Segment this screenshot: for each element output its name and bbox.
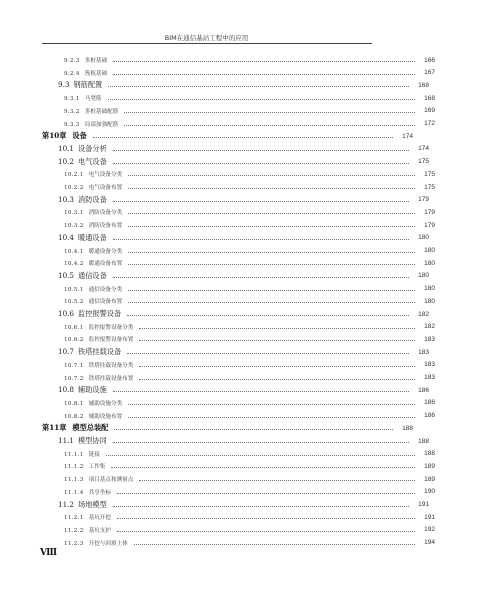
dot-leader	[117, 530, 415, 532]
toc-section-row[interactable]	[0, 309, 471, 319]
toc-entry-title: 监控报警设备	[78, 309, 122, 318]
toc-page-number: 191	[418, 501, 429, 508]
dot-leader	[124, 111, 415, 113]
toc-entry-number: 11.2	[58, 499, 75, 509]
dot-leader	[127, 314, 409, 316]
dot-leader	[113, 238, 409, 240]
toc-subsection-row[interactable]	[0, 474, 477, 484]
toc-entry-label	[58, 309, 121, 319]
toc-entry-label	[64, 183, 122, 191]
toc-entry-label	[64, 450, 100, 458]
toc-entry-label	[64, 208, 122, 216]
dot-leader	[111, 466, 415, 468]
toc-entry-title: 监控报警设备分类	[88, 324, 134, 331]
dot-leader	[128, 416, 415, 418]
toc-page-number: 174	[402, 132, 413, 140]
toc-subsection-row[interactable]	[0, 182, 477, 192]
toc-entry-label	[64, 361, 133, 369]
toc-entry-title: 消防设备分类	[88, 210, 123, 217]
toc-entry-number: 11.1.2	[64, 464, 84, 471]
toc-entry-number: 11.2.2	[64, 527, 84, 534]
toc-entry-number: 10.7.2	[64, 375, 84, 382]
toc-entry-number: 11.1.4	[64, 489, 84, 496]
toc-subsection-row[interactable]	[0, 55, 477, 65]
toc-subsection-row[interactable]	[0, 93, 477, 103]
toc-entry-label	[58, 157, 107, 167]
toc-entry-label	[58, 195, 107, 205]
toc-entry-label	[64, 513, 111, 521]
toc-entry-label	[64, 374, 133, 382]
toc-entry-title: 局部加强配筋	[84, 121, 119, 128]
toc-entry-number: 9.3.1	[64, 96, 80, 103]
toc-page-number: 183	[424, 374, 435, 381]
dot-leader	[139, 327, 415, 329]
toc-subsection-row[interactable]	[0, 296, 477, 306]
toc-entry-number: 11.2.3	[64, 540, 84, 547]
toc-entry-label	[64, 221, 122, 229]
toc-entry-number: 10.7	[58, 347, 75, 357]
toc-chapter-row[interactable]	[0, 423, 455, 433]
toc-page-number: 180	[424, 285, 435, 293]
dot-leader	[93, 136, 393, 138]
toc-section-row[interactable]	[0, 144, 471, 154]
toc-entry-label	[64, 259, 122, 267]
toc-entry-label	[64, 475, 133, 483]
toc-entry-title: 基坑支护	[88, 527, 111, 534]
toc-entry-number: 9.3.2	[64, 108, 80, 115]
toc-entry-number: 10.3	[58, 194, 75, 204]
dot-leader	[117, 492, 415, 494]
toc-entry-label	[58, 80, 102, 90]
toc-entry-label	[64, 120, 118, 128]
toc-entry-label	[42, 131, 87, 141]
toc-chapter-row[interactable]	[0, 131, 455, 141]
dot-leader	[113, 505, 409, 507]
toc-subsection-row[interactable]	[0, 538, 477, 548]
toc-entry-title: 铁塔挂载设备分类	[88, 362, 134, 369]
toc-subsection-row[interactable]	[0, 246, 477, 256]
toc-entry-title: 设备	[72, 131, 87, 141]
toc-entry-label	[42, 423, 108, 433]
toc-entry-title: 辅助设施分类	[88, 400, 123, 407]
toc-entry-title: 消防设备布置	[88, 223, 123, 230]
toc-page-number: 183	[424, 361, 435, 369]
toc-entry-number: 10.7.1	[64, 362, 84, 369]
toc-page-number: 180	[424, 259, 435, 267]
dot-leader	[113, 390, 409, 392]
dot-leader	[117, 517, 415, 519]
toc-entry-title: 钢筋配置	[73, 80, 103, 90]
toc-subsection-row[interactable]	[0, 487, 477, 497]
toc-entry-label	[64, 399, 122, 407]
toc-entry-title: 辅助设施	[78, 385, 107, 395]
toc-entry-number: 第10章	[42, 131, 67, 141]
toc-entry-label	[64, 335, 133, 343]
toc-entry-number: 9.2.4	[64, 70, 80, 77]
dot-leader	[128, 301, 415, 303]
toc-entry-number: 10.6.2	[64, 337, 84, 344]
toc-entry-number: 10.6.1	[64, 324, 84, 331]
toc-subsection-row[interactable]	[0, 411, 477, 421]
toc-entry-title: 项目基点和测量点	[88, 477, 134, 484]
dot-leader	[128, 212, 415, 214]
toc-page-number: 186	[424, 399, 435, 407]
toc-entry-number: 10.3.2	[64, 223, 84, 230]
toc-subsection-row[interactable]	[0, 119, 477, 129]
toc-entry-number: 10.8.1	[64, 400, 84, 407]
toc-entry-number: 10.4.1	[64, 248, 84, 255]
toc-entry-title: 电气设备分类	[88, 172, 123, 179]
toc-entry-number: 11.2.1	[64, 515, 84, 522]
dot-leader	[128, 289, 415, 291]
dot-leader	[134, 543, 415, 545]
header-rule	[42, 43, 372, 44]
toc-entry-number: 10.8.2	[64, 413, 84, 420]
toc-page-number: 174	[418, 145, 429, 153]
toc-page-number: 182	[418, 310, 429, 318]
toc-page-number: 194	[424, 539, 435, 547]
toc-subsection-row[interactable]	[0, 106, 477, 116]
toc-section-row[interactable]	[0, 271, 471, 281]
toc-entry-title: 共享坐标	[88, 489, 111, 496]
toc-entry-label	[64, 297, 122, 305]
toc-subsection-row[interactable]	[0, 220, 477, 230]
toc-page-number: 167	[424, 69, 435, 77]
toc-entry-title: 电气设备布置	[88, 185, 123, 191]
toc-page-number: 188	[418, 437, 429, 445]
toc-entry-label	[64, 462, 105, 470]
toc-entry-number: 10.1	[58, 143, 75, 153]
toc-page-number: 192	[424, 526, 435, 534]
toc-entry-title: 模型协同	[78, 436, 107, 445]
toc-page-number: 190	[424, 488, 435, 496]
dot-leader	[113, 441, 409, 443]
toc-entry-number: 11.1	[58, 436, 75, 445]
toc-page-number: 189	[424, 462, 435, 470]
dot-leader	[128, 174, 415, 176]
toc-page-number: 186	[418, 386, 429, 394]
toc-subsection-row[interactable]	[0, 449, 477, 459]
toc-entry-number: 10.2.2	[64, 185, 84, 191]
toc-section-row[interactable]	[0, 80, 471, 90]
toc-page-number: 168	[418, 81, 429, 89]
toc-entry-label	[64, 539, 128, 547]
dot-leader	[128, 263, 415, 265]
toc-page-number: 188	[424, 450, 435, 458]
toc-entry-label	[64, 107, 118, 115]
toc-entry-label	[58, 144, 107, 154]
dot-leader	[139, 339, 415, 341]
toc-subsection-row[interactable]	[0, 398, 477, 408]
toc-entry-title: 暖通设备布置	[88, 261, 123, 268]
toc-page-number: 180	[418, 234, 429, 242]
toc-entry-label	[64, 247, 122, 255]
toc-entry-number: 10.2	[58, 156, 75, 166]
toc-subsection-row[interactable]	[0, 525, 477, 535]
toc-entry-label	[64, 170, 122, 178]
toc-subsection-row[interactable]	[0, 334, 477, 344]
toc-entry-title: 模型总装配	[72, 423, 109, 433]
toc-section-row[interactable]	[0, 195, 471, 205]
toc-page-number: 175	[424, 183, 435, 191]
toc-entry-title: 铁塔挂载设备布置	[88, 375, 134, 382]
toc-entry-number: 9.3.3	[64, 121, 80, 128]
toc-entry-title: 通信设备布置	[88, 299, 123, 306]
toc-subsection-row[interactable]	[0, 322, 477, 332]
toc-entry-number: 10.6	[58, 309, 75, 318]
toc-entry-label	[58, 233, 107, 243]
dot-leader	[113, 60, 415, 62]
toc-page-number: 175	[424, 170, 435, 178]
toc-entry-label	[64, 285, 122, 293]
toc-entry-title: 铁塔挂载设备	[78, 347, 122, 357]
dot-leader	[113, 162, 409, 164]
toc-page-number: 166	[424, 56, 435, 64]
toc-entry-title: 通信设备分类	[88, 286, 123, 293]
toc-entry-title: 通信设备	[78, 270, 107, 280]
toc-section-row[interactable]	[0, 347, 471, 357]
dot-leader	[108, 98, 415, 100]
toc-subsection-row[interactable]	[0, 68, 477, 78]
toc-entry-title: 暖通设备分类	[88, 248, 123, 255]
toc-subsection-row[interactable]	[0, 360, 477, 370]
dot-leader	[124, 124, 415, 126]
toc-entry-title: 暖通设备	[78, 232, 107, 242]
dot-leader	[108, 85, 409, 87]
toc-entry-label	[64, 488, 111, 496]
dot-leader	[128, 403, 415, 405]
toc-entry-title: 电气设备	[78, 156, 107, 166]
dot-leader	[139, 365, 415, 367]
toc-entry-number: 第11章	[42, 423, 67, 433]
toc-page-number: 179	[424, 208, 435, 216]
toc-entry-label	[64, 526, 111, 534]
toc-page-number: 186	[424, 412, 435, 420]
toc-entry-title: 设备分析	[78, 143, 107, 153]
toc-entry-label	[64, 56, 107, 64]
toc-entry-title: 马凳筋	[84, 96, 102, 103]
toc-page-number: 169	[424, 107, 435, 115]
toc-section-row[interactable]	[0, 157, 471, 167]
toc-page-number: 175	[418, 158, 429, 166]
toc-entry-number: 10.2.1	[64, 172, 84, 179]
toc-entry-number: 10.8	[58, 385, 75, 395]
toc-entry-label	[64, 323, 133, 331]
dot-leader	[139, 378, 415, 380]
toc-page-number: 182	[424, 323, 435, 331]
toc-entry-title: 多桩基础	[84, 58, 108, 64]
toc-entry-label	[64, 69, 107, 77]
dot-leader	[139, 479, 415, 481]
dot-leader	[113, 149, 409, 151]
toc-entry-title: 多桩基础配筋	[84, 108, 119, 115]
toc-entry-label	[58, 500, 107, 510]
toc-subsection-row[interactable]	[0, 169, 477, 179]
toc-section-row[interactable]	[0, 500, 471, 510]
dot-leader	[113, 200, 409, 202]
toc-entry-number: 10.5.2	[64, 299, 84, 306]
toc-entry-title: 辅助设施布置	[88, 413, 123, 420]
dot-leader	[113, 276, 409, 278]
toc-page-number: 179	[424, 221, 435, 229]
toc-entry-label	[58, 436, 107, 446]
toc-subsection-row[interactable]	[0, 373, 477, 383]
page-folio: Ⅷ	[40, 548, 58, 558]
toc-subsection-row[interactable]	[0, 512, 477, 522]
dot-leader	[113, 73, 415, 75]
toc-page-number: 179	[418, 196, 429, 204]
running-header: BIM在通信基站工程中的应用	[164, 34, 249, 42]
toc-page-number: 188	[402, 424, 413, 432]
toc-entry-label	[58, 347, 121, 357]
dot-leader	[114, 428, 393, 430]
toc-entry-title: 场地模型	[78, 499, 107, 509]
toc-entry-title: 开挖与回填土体	[88, 540, 128, 547]
toc-entry-number: 9.2.3	[64, 58, 80, 64]
toc-entry-title: 消防设备	[78, 194, 107, 204]
toc-entry-title: 筏板基础	[84, 70, 108, 77]
toc-page-number: 180	[424, 247, 435, 254]
toc-entry-number: 9.3	[58, 80, 70, 90]
toc-subsection-row[interactable]	[0, 284, 477, 294]
dot-leader	[128, 187, 415, 189]
toc-section-row[interactable]	[0, 385, 471, 395]
toc-page-number: 172	[424, 120, 435, 127]
toc-entry-label	[64, 94, 102, 102]
toc-page-number: 191	[424, 513, 435, 521]
toc-section-row[interactable]	[0, 436, 471, 446]
toc-section-row[interactable]	[0, 233, 471, 243]
toc-entry-label	[64, 412, 122, 420]
dot-leader	[106, 454, 415, 456]
toc-entry-title: 工作集	[88, 464, 106, 471]
toc-page-number: 180	[424, 297, 435, 305]
toc-subsection-row[interactable]	[0, 461, 477, 471]
toc-page-number: 189	[424, 475, 435, 483]
toc-subsection-row[interactable]	[0, 258, 477, 268]
toc-page-number: 183	[418, 348, 429, 356]
toc-entry-number: 11.1.1	[64, 451, 84, 458]
toc-entry-number: 10.5	[58, 270, 75, 280]
toc-entry-number: 11.1.3	[64, 477, 84, 484]
toc-entry-number: 10.5.1	[64, 286, 84, 293]
dot-leader	[128, 251, 415, 253]
toc-entry-number: 10.4	[58, 232, 75, 242]
toc-page-number: 180	[418, 272, 429, 280]
toc-entry-number: 10.4.2	[64, 261, 84, 268]
toc-entry-title: 基坑开挖	[88, 515, 111, 522]
toc-entry-title: 监控报警设备布置	[88, 337, 134, 344]
toc-subsection-row[interactable]	[0, 207, 477, 217]
toc-entry-label	[58, 271, 107, 281]
toc-page-number: 168	[424, 94, 435, 102]
dot-leader	[128, 225, 415, 227]
toc-entry-number: 10.3.1	[64, 210, 84, 217]
toc-page-number: 183	[424, 335, 435, 343]
toc-entry-title: 链接	[88, 451, 100, 458]
toc-entry-label	[58, 385, 107, 395]
dot-leader	[127, 352, 409, 354]
